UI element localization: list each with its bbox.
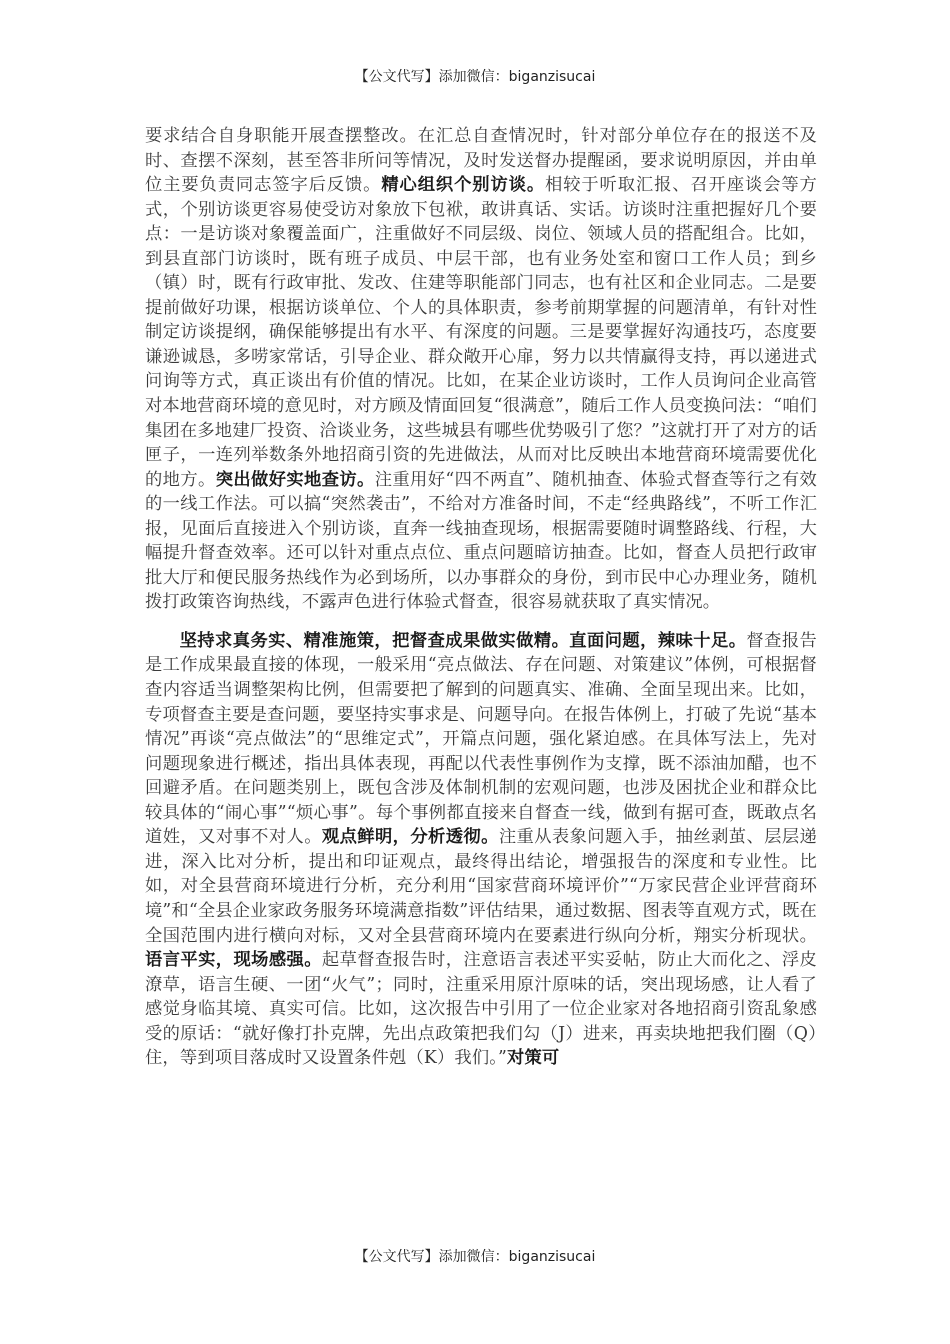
heading-run: 语言平实，现场感强。 bbox=[145, 950, 322, 971]
heading-run: 对策可 bbox=[507, 1048, 560, 1069]
paragraph-2 bbox=[145, 629, 817, 1071]
text-run: 督查报告是工作成果最直接的体现，一般采用“亮点做法、存在问题、对策建议”体例，可根据督查内容适当调整架构比例，但需要把了解到的问题真实、准确、全面呈现出来。比如，专项督查主要是查问题，要坚持实事求是、问题导向。在报告体例上，打破了先说“基本情况”再谈“亮点做法”的“思维定式”，开篇点问题，强化紧迫感。在具体写法上，先对问题现象进行概述，指出具体表现，再配以代表性事例作为支撑，既不添油加醋，也不回避矛盾。在问题类别上，既包含涉及体制机制的宏观问题，也涉及困扰企业和群众比较具体的“闹心事”“烦心事”。每个事例都直接来自督查一线，做到有据可查，既敢点名道姓，又对事不对人。 bbox=[145, 630, 817, 848]
heading-run: 观点鲜明，分析透彻。 bbox=[321, 827, 499, 848]
paragraph-1 bbox=[145, 124, 817, 615]
heading-run: 坚持求真务实、精准施策，把督查成果做实做精。直面问题，辣味十足。 bbox=[179, 630, 747, 651]
document-body bbox=[145, 124, 817, 1071]
text-run: 要求结合自身职能开展查摆整改。在汇总自查情况时，针对部分单位存在的报送不及时、查摆不深刻，甚至答非所问等情况，及时发送督办提醒函，要求说明原因，并由单位主要负责同志签字后反馈。 bbox=[145, 126, 817, 196]
text-run: 相较于听取汇报、召开座谈会等方式，个别访谈更容易使受访对象放下包袱，敢讲真话、实话。访谈时注重把握好几个要点：一是访谈对象覆盖面广，注重做好不同层级、岗位、领域人员的搭配组合。比如，到县直部门访谈时，既有班子成员、中层干部，也有业务处室和窗口工作人员；到乡（镇）时，既有行政审批、发改、住建等职能部门同志，也有社区和企业同志。二是要提前做好功课，根据访谈单位、个人的具体职责，参考前期掌握的问题清单，有针对性制定访谈提纲，确保能够提出有水平、有深度的问题。三是要掌握好沟通技巧，态度要谦逊诚恳，多唠家常话，引导企业、群众敞开心扉，努力以共情赢得支持，再以递进式问询等方式，真正谈出有价值的情况。比如，在某企业访谈时，工作人员询问企业高管对本地营商环境的意见时，对方顾及情面回复“很满意”，随后工作人员变换问法：“咱们集团在多地建厂投资、洽谈业务，这些城县有哪些优势吸引了您？”这就打开了对方的话匣子，一连列举数条外地招商引资的先进做法，从而对比反映出本地营商环境需要优化的地方。 bbox=[145, 175, 817, 490]
text-run: 起草督查报告时，注意语言表述平实妥帖，防止大而化之、浮皮潦草，语言生硬、一团“火气”；同时，注重采用原汁原味的话，突出现场感，让人看了感觉身临其境、真实可信。比如，这次报告中引用了一位企业家对各地招商引资乱象感受的原话：“就好像打扑克牌，先出点政策把我们勾（J）进来，再卖块地把我们圈（Q）住，等到项目落成时又设置条件剋（K）我们。” bbox=[145, 950, 817, 1069]
page-footer: 【公文代写】添加微信：biganzisucai bbox=[354, 1249, 596, 1265]
heading-run: 精心组织个别访谈。 bbox=[381, 175, 546, 196]
page-header: 【公文代写】添加微信：biganzisucai bbox=[354, 69, 596, 85]
heading-run: 突出做好实地查访。 bbox=[215, 469, 375, 490]
text-run: 注重从表象问题入手，抽丝剥茧、层层递进，深入比对分析，提出和印证观点，最终得出结论，增强报告的深度和专业性。比如，对全县营商环境进行分析，充分利用“国家营商环境评价”“万家民营企业评营商环境”和“全县企业家政务服务环境满意指数”评估结果，通过数据、图表等直观方式，既在全国范围内进行横向对标，又对全县营商环境内在要素进行纵向分析，翔实分析现状。 bbox=[145, 827, 817, 946]
text-run: 注重用好“四不两直”、随机抽查、体验式督查等行之有效的一线工作法。可以搞“突然袭击”，不给对方准备时间，不走“经典路线”，不听工作汇报，见面后直接进入个别访谈，直奔一线抽查现场，根据需要随时调整路线、行程，大幅提升督查效率。还可以针对重点点位、重点问题暗访抽查。比如，督查人员把行政审批大厅和便民服务热线作为必到场所，以办事群众的身份，到市民中心办理业务，随机拨打政策咨询热线，不露声色进行体验式督查，很容易就获取了真实情况。 bbox=[145, 469, 817, 613]
